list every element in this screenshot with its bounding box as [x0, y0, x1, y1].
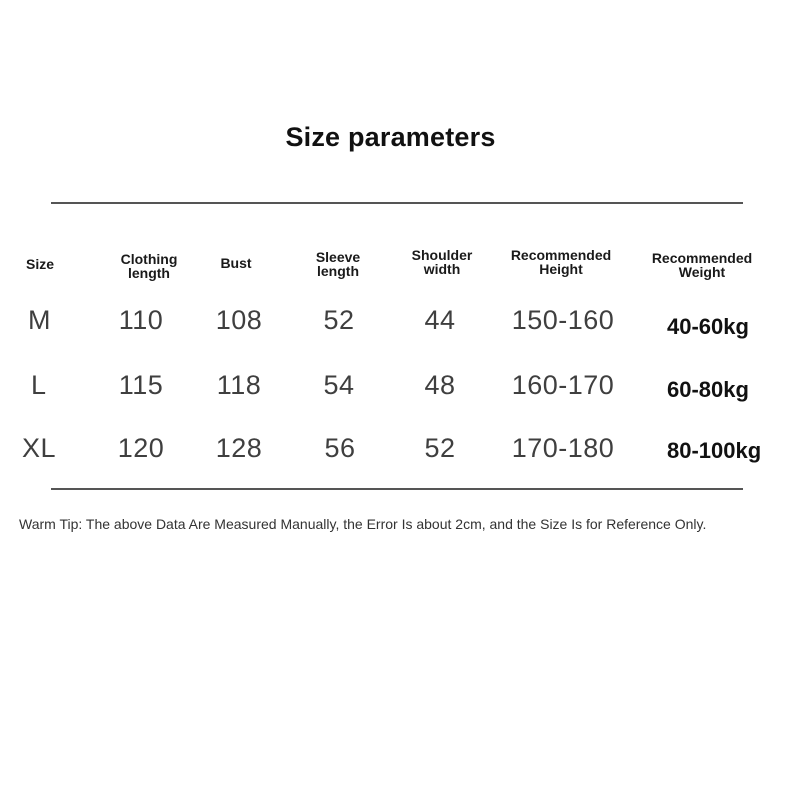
- table-cell-shoulder-width: 48: [424, 370, 456, 400]
- table-cell-sleeve-length: 56: [324, 433, 356, 463]
- table-cell-recommended-height: 150-160: [511, 305, 615, 335]
- header-clothing-length-line2: length: [127, 265, 170, 281]
- header-recommended-weight: [652, 251, 752, 279]
- table-cell-bust: 118: [216, 370, 262, 400]
- table-cell-shoulder-width: 52: [424, 433, 456, 463]
- warm-tip-note: Warm Tip: The above Data Are Measured Manually, the Error Is about 2cm, and the Size Is for Reference Only.: [19, 516, 707, 532]
- header-clothing-length-line1: Clothing: [120, 251, 178, 267]
- table-cell-bust: 108: [215, 305, 263, 335]
- bottom-divider: [51, 488, 743, 490]
- page-title: Size parameters: [285, 122, 496, 152]
- header-shoulder-width: [412, 248, 473, 276]
- header-size: [26, 257, 54, 271]
- header-recommended-height-line2: Height: [539, 261, 583, 277]
- header-shoulder-width-line1: Shoulder: [411, 247, 473, 263]
- table-cell-size: XL: [22, 433, 57, 463]
- header-bust: [220, 256, 251, 270]
- header-bust-label: Bust: [220, 255, 252, 271]
- header-recommended-weight-line2: Weight: [678, 264, 726, 280]
- header-recommended-height-line1: Recommended: [510, 247, 612, 263]
- header-recommended-weight-line1: Recommended: [651, 250, 753, 266]
- header-size-label: Size: [25, 256, 55, 272]
- table-cell-size: M: [28, 305, 51, 335]
- table-cell-sleeve-length: 52: [323, 305, 355, 335]
- table-cell-recommended-weight: 80-100kg: [667, 438, 762, 463]
- table-cell-recommended-weight: 40-60kg: [667, 314, 749, 339]
- table-cell-recommended-height: 170-180: [511, 433, 615, 463]
- table-cell-clothing-length: 120: [117, 433, 165, 463]
- table-cell-shoulder-width: 44: [424, 305, 456, 335]
- table-cell-recommended-weight: 60-80kg: [667, 377, 749, 402]
- table-cell-clothing-length: 110: [118, 305, 164, 335]
- header-shoulder-width-line2: width: [423, 261, 461, 277]
- top-divider: [51, 202, 743, 204]
- header-clothing-length: [121, 252, 178, 280]
- header-sleeve-length-line1: Sleeve: [315, 249, 361, 265]
- header-sleeve-length-line2: length: [317, 263, 359, 279]
- header-sleeve-length: [316, 250, 360, 278]
- table-cell-sleeve-length: 54: [323, 370, 355, 400]
- table-cell-size: L: [31, 370, 47, 400]
- table-cell-bust: 128: [215, 433, 263, 463]
- table-cell-recommended-height: 160-170: [511, 370, 615, 400]
- table-cell-clothing-length: 115: [118, 370, 164, 400]
- header-recommended-height: [511, 248, 611, 276]
